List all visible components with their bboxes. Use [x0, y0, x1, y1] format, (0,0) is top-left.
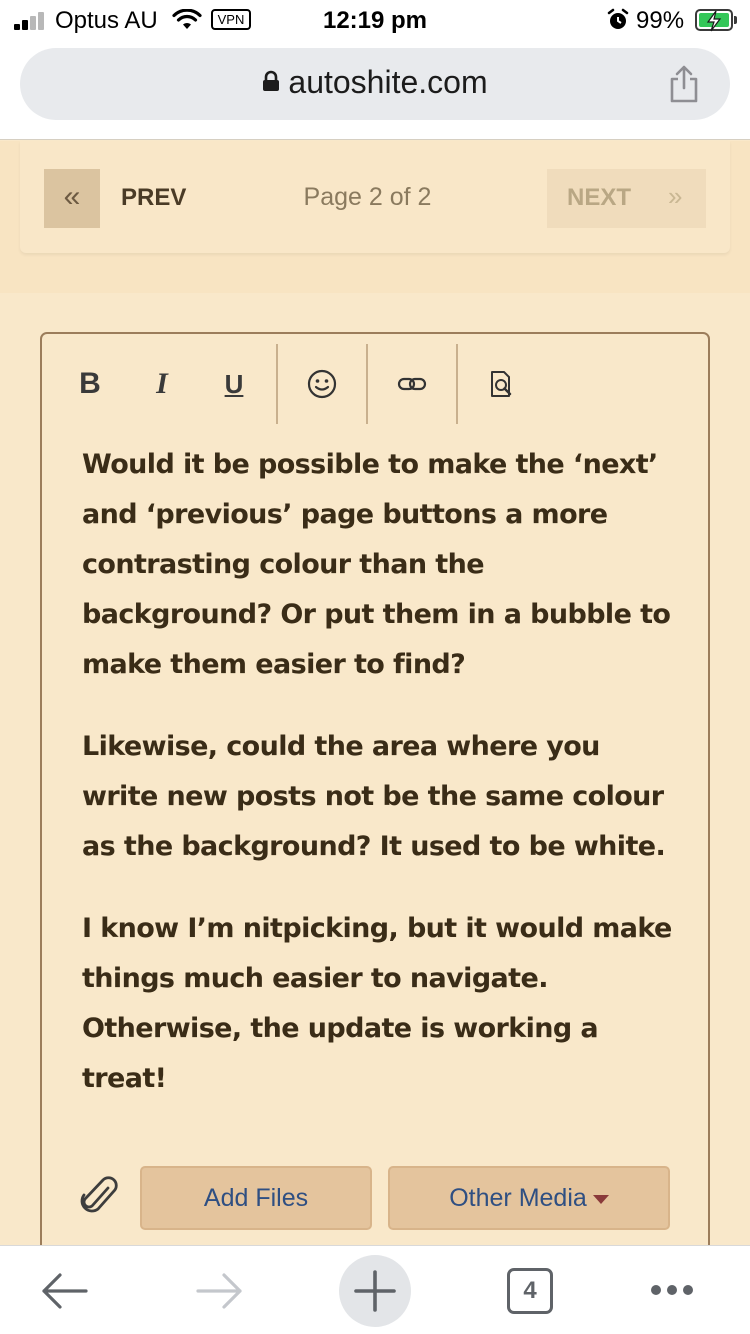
battery-icon	[695, 9, 733, 31]
next-arrow-icon: »	[668, 181, 683, 211]
tab-count: 4	[507, 1268, 553, 1314]
bold-button[interactable]: B	[79, 367, 101, 400]
other-media-label: Other Media	[449, 1183, 587, 1212]
paragraph: Likewise, could the area where you write new posts not be the same colour as the background? It used to be white.	[82, 731, 666, 862]
browser-bottom-toolbar	[0, 1245, 750, 1334]
browser-address-bar-area	[0, 40, 750, 140]
page-indicator: Page 2 of 2	[303, 183, 432, 211]
link-icon[interactable]	[390, 344, 434, 424]
url-text: autoshite.com	[288, 64, 488, 100]
prev-label[interactable]: PREV	[121, 184, 187, 211]
tabs-button[interactable]	[500, 1246, 560, 1334]
more-icon	[648, 1282, 696, 1300]
underline-button[interactable]: U	[224, 368, 244, 399]
battery-percent: 99%	[636, 7, 685, 34]
pagination-panel	[20, 141, 730, 253]
caret-down-icon	[593, 1195, 609, 1204]
arrow-left-icon	[38, 1271, 90, 1311]
back-button[interactable]	[24, 1246, 104, 1334]
editor-toolbar	[42, 344, 708, 424]
alarm-icon	[606, 8, 630, 37]
forward-button[interactable]	[180, 1246, 260, 1334]
pagination-area	[0, 141, 750, 293]
add-files-button[interactable]: Add Files	[140, 1166, 372, 1230]
arrow-right-icon	[194, 1271, 246, 1311]
italic-button[interactable]: I	[156, 367, 168, 400]
clock: 12:19 pm	[322, 7, 428, 34]
prev-page-button[interactable]: «	[44, 169, 100, 228]
new-tab-button[interactable]	[339, 1246, 411, 1334]
more-button[interactable]	[632, 1246, 712, 1334]
share-icon[interactable]	[668, 64, 700, 109]
url-display[interactable]	[0, 64, 750, 101]
carrier-name: Optus AU	[55, 7, 158, 34]
plus-icon	[353, 1269, 397, 1313]
other-media-button[interactable]	[388, 1166, 670, 1230]
status-bar	[0, 0, 750, 40]
post-body-text[interactable]	[82, 440, 682, 1136]
preview-icon[interactable]	[480, 344, 524, 424]
vpn-badge: VPN	[211, 9, 251, 30]
paragraph: Would it be possible to make the ‘next’ and ‘previous’ page buttons a more contrasting colour than the background? Or put them in a bubble to make them easier to find?	[82, 449, 671, 680]
paragraph: I know I’m nitpicking, but it would make things much easier to navigate. Otherwise, the update is working a treat!	[82, 913, 672, 1094]
next-page-button[interactable]	[547, 169, 706, 228]
smiley-icon[interactable]	[300, 344, 344, 424]
toolbar-divider	[366, 344, 368, 424]
paperclip-icon[interactable]	[78, 1174, 122, 1223]
next-label: NEXT	[567, 184, 632, 211]
toolbar-divider	[276, 344, 278, 424]
post-editor[interactable]	[40, 332, 710, 1292]
lock-icon	[262, 63, 280, 100]
toolbar-divider	[456, 344, 458, 424]
